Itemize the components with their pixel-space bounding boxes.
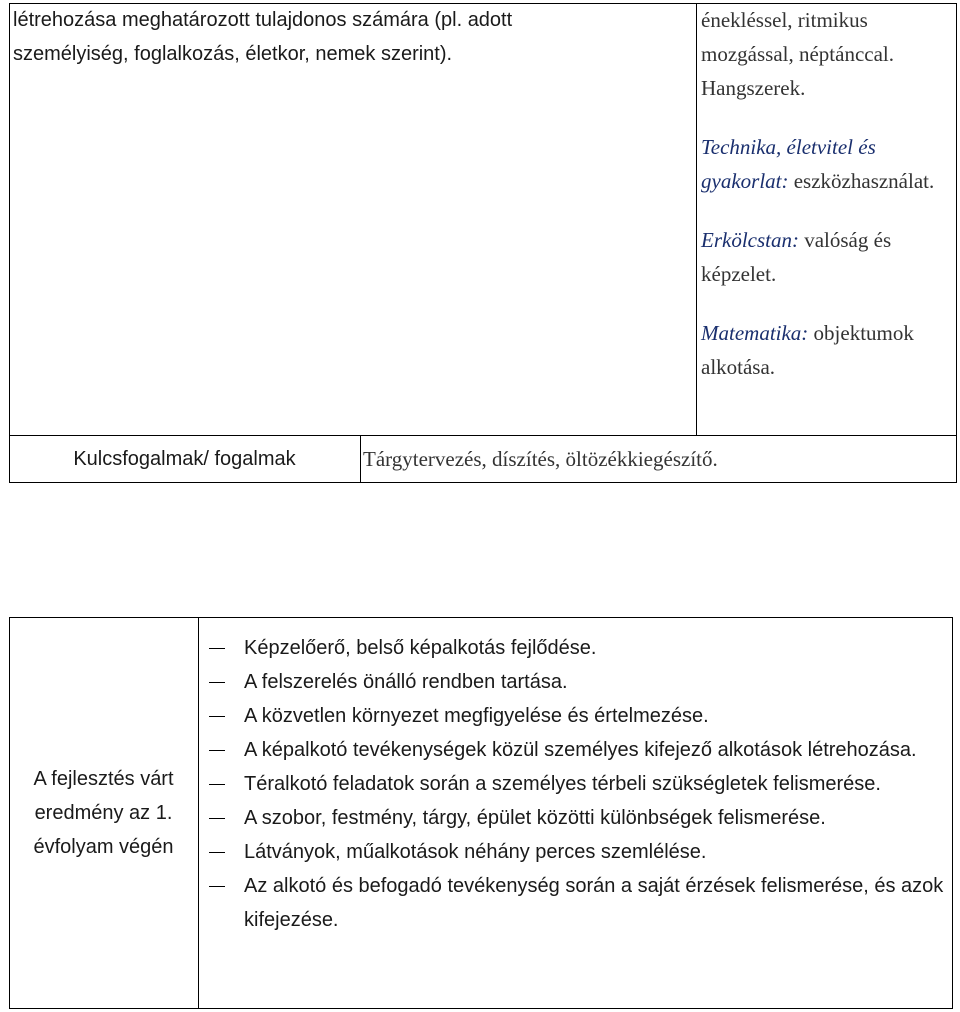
list-item xyxy=(209,631,949,665)
subject-name: Technika, életvitel és gyakorlat: xyxy=(701,135,876,193)
row1-left-cell: létrehozása meghatározott tulajdonos számára (pl. adott személyiség, foglalkozás, életkor, nemek szerint). xyxy=(13,9,513,65)
row1-right-cell xyxy=(701,3,957,384)
list-item-text: A felszerelés önálló rendben tartása. xyxy=(244,671,568,693)
list-item-text: Képzelőerő, belső képalkotás fejlődése. xyxy=(244,637,597,659)
list-item xyxy=(209,665,949,699)
list-item-text: Téralkotó feladatok során a személyes térbeli szükségletek felismerése. xyxy=(244,773,881,795)
subject-text: eszközhasználat. xyxy=(793,169,935,193)
table-border-bottom xyxy=(9,482,957,483)
subject-text: valóság és képzelet. xyxy=(701,228,892,286)
dash-bullet xyxy=(209,886,225,887)
expected-outcome-list xyxy=(209,631,949,937)
list-item xyxy=(209,767,949,801)
dash-bullet xyxy=(209,648,225,649)
outcomes-table-bottom xyxy=(9,617,953,1009)
list-item xyxy=(209,801,949,835)
dash-bullet xyxy=(209,784,225,785)
expected-outcome-label-cell xyxy=(9,617,198,1009)
subject-name: Matematika: xyxy=(701,321,809,345)
column-divider xyxy=(696,3,697,435)
table-border-left xyxy=(9,3,10,483)
cross-curricular-item xyxy=(701,130,957,198)
expected-outcome-label: A fejlesztés várt eredmény az 1. évfolyam végén xyxy=(33,768,174,858)
cross-curricular-item xyxy=(701,316,957,384)
column-divider-row2 xyxy=(360,435,361,483)
list-item xyxy=(209,869,949,937)
subject-text: objektumok alkotása. xyxy=(701,321,914,379)
subject-name: Erkölcstan: xyxy=(701,228,799,252)
key-concepts-label: Kulcsfogalmak/ fogalmak xyxy=(73,448,296,470)
row-divider xyxy=(9,435,957,436)
list-item-text: A közvetlen környezet megfigyelése és értelmezése. xyxy=(244,705,709,727)
dash-bullet xyxy=(209,682,225,683)
outcomes-table-top xyxy=(9,3,957,483)
cross-curricular-item xyxy=(701,223,957,291)
key-concepts-value: Tárgytervezés, díszítés, öltözékkiegészítő. xyxy=(363,447,718,471)
list-item-text: Az alkotó és befogadó tevékenység során a saját érzések felismerése, és azok kifejezése. xyxy=(244,875,944,931)
list-item-text: A képalkotó tevékenységek közül személyes kifejező alkotások létrehozása. xyxy=(244,739,917,761)
table-border-right xyxy=(952,617,953,1009)
dash-bullet xyxy=(209,818,225,819)
cross-curricular-intro: énekléssel, ritmikus mozgással, néptánccal. Hangszerek. xyxy=(701,8,894,100)
list-item-text: Látványok, műalkotások néhány perces szemlélése. xyxy=(244,841,707,863)
list-item xyxy=(209,835,949,869)
dash-bullet xyxy=(209,852,225,853)
list-item xyxy=(209,733,949,767)
list-item-text: A szobor, festmény, tárgy, épület közötti különbségek felismerése. xyxy=(244,807,826,829)
column-divider xyxy=(198,617,199,1009)
list-item xyxy=(209,699,949,733)
dash-bullet xyxy=(209,750,225,751)
dash-bullet xyxy=(209,716,225,717)
